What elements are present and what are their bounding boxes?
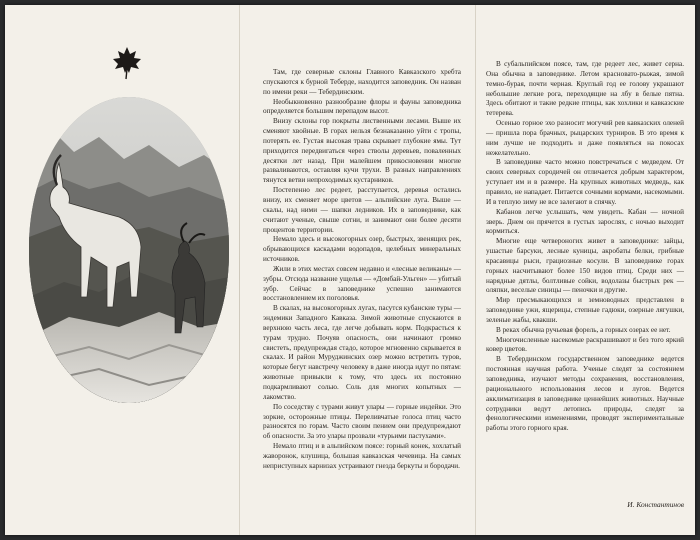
paragraph: В скалах, на высокогорных лугах, пасутся кубанские туры — эндемики Западного Кавказа. Зимой животные спускаются в верхнюю часть леса, где легче добывать корм. Подкрасться к турам трудно. Почуяв опасность, они начинают громко свистеть, предупреждая стадо, которое мгновенно скрывается в скалах. И район Муруджинских озер можно встретить туров, которые бегут навстречу человеку в даже иногда идут по пятам: животные привыкли к тому, что здесь их постоянно подкармливают солью. Соль для многих копытных — лакомство. <box>263 304 461 401</box>
text-column-right <box>486 60 684 434</box>
paragraph: В субальпийском поясе, там, где редеет лес, живет серна. Она обычна в заповеднике. Летом красновато-рыжая, зимой темно-бурая, почти черная. Круглый год ее голову украшают небольшие легкие рога, переходящие на лбу в белые пятна. Здесь обитают и такие редкие птицы, как хохлики и кавказские тетерева. <box>486 60 684 118</box>
paragraph: В Тебердинском государственном заповеднике ведется постоянная научная работа. Ученые следят за состоянием заповедника, изучают методы сохранения, восстановления, рационального использования лесов и лугов. Ведется акклиматизация в заповеднике ценнейших животных. Научные сотрудники ведут летопись природы, следят за фенологическими изменениями, проводят экспериментальные работы этого горного края. <box>486 355 684 433</box>
brochure-sheet <box>5 5 695 535</box>
fold-line <box>475 5 476 535</box>
paragraph: Внизу склоны гор покрыты лиственными лесами. Выше их сменяют хвойные. В горах нельзя безнаказанно уйти с тропы, потерять ее. Густая высокая трава скрывает глубокие ямы. Тут приходится передвигаться через стволы деревьев, поваленных десятки лет назад. При малейшем прикосновении многие разваливаются, оставляя кучи трухи. В разных направлениях тянутся ветви непроходимых кустарников. <box>263 117 461 185</box>
paragraph: Постепенно лес редеет, расступается, деревья остались внизу, их сменяет море цветов — альпийские луга. Выше — скалы, над ними — шапки ледников. Их в заповеднике, как считают ученые, свыше сотни, и занимают они более десяти процентов территории. <box>263 186 461 234</box>
paragraph: В реках обычна ручьевая форель, а горных озерах ее нет. <box>496 325 671 334</box>
maple-leaf-icon <box>111 45 143 81</box>
paragraph: Необыкновенно разнообразие флоры и фауны заповедника определяется большим перепадом высот. <box>263 97 461 116</box>
paragraph: Многие еще четвероногих живет в заповеднике: зайцы, ушастые барсуки, лесные куницы, акробаты белки, грибные красавицы рыси, грациозные косули. В заповеднике горах горных насчитывают более 150 видов птиц. Среди них — нарядные дятлы, болтливые сойки, водолазы быстрых рек — оляпки, веселые синицы — пеночки и другие. <box>486 237 684 295</box>
paragraph: Мир пресмыкающихся и земноводных представлен в заповеднике ужи, ящерицы, степные гадюки, озерные лягушки, зеленые жабы, квакши. <box>486 296 684 324</box>
goat-photo <box>29 97 229 403</box>
paragraph: Кабанов легче услышать, чем увидеть. Кабан — ночной зверь. Днем он прячется в густых зарослях, с ночью выходит кормиться. <box>486 207 684 236</box>
paragraph: Жили в этих местах совсем недавно и «лесные великаны» — зубры. Отсюда название ущелья — «Домбай-Ульген» — убитый зубр. Сейчас в заповеднике успешно занимаются восстановлением их поголовья. <box>263 264 461 303</box>
author-signature: И. Константинов <box>627 500 684 509</box>
paragraph: В заповеднике часто можно повстречаться с медведем. От своих северных сородичей он отличается добрым характером, уступает им и в размере. На крупных животных медведь, как правило, не нападает. Питается сочными кормами, насекомыми. И в теплую зиму не все залегают в спячку. <box>486 158 684 206</box>
text-column-middle <box>263 68 461 472</box>
paragraph: По соседству с турами живут улары — горные индейки. Это зоркие, осторожные птицы. Переливчатые голоса птиц часто разносятся по горам. Часто своим пением они предупреждают об опасности. За это улары прозвали «турьими пастухами». <box>263 402 461 441</box>
paragraph: Немало птиц и в альпийском поясе: горный конек, хохлатый жаворонок, клушица, большая кавказская чечевица. На самых неприступных карнизах устраивают гнезда беркуты и бородачи. <box>263 442 461 470</box>
paragraph: Многочисленные насекомые раскрашивают и без того яркий ковер цветов. <box>486 335 684 354</box>
paragraph: Осенью горное эхо разносит могучий рев кавказских оленей — пришла пора брачных, рыцарских турниров. В это время к ним лучше не подходить и даже появляться на покосах нежелательно. <box>486 119 684 157</box>
fold-line <box>239 5 240 535</box>
paragraph: Там, где северные склоны Главного Кавказского хребта спускаются к бурной Теберде, находится заповедник. Он назван по имени реки — Тебердинским. <box>263 68 461 96</box>
paragraph: Немало здесь и высокогорных озер, быстрых, звенящих рек, обрывающихся каскадами водопадов, целебных минеральных источников. <box>263 235 461 264</box>
